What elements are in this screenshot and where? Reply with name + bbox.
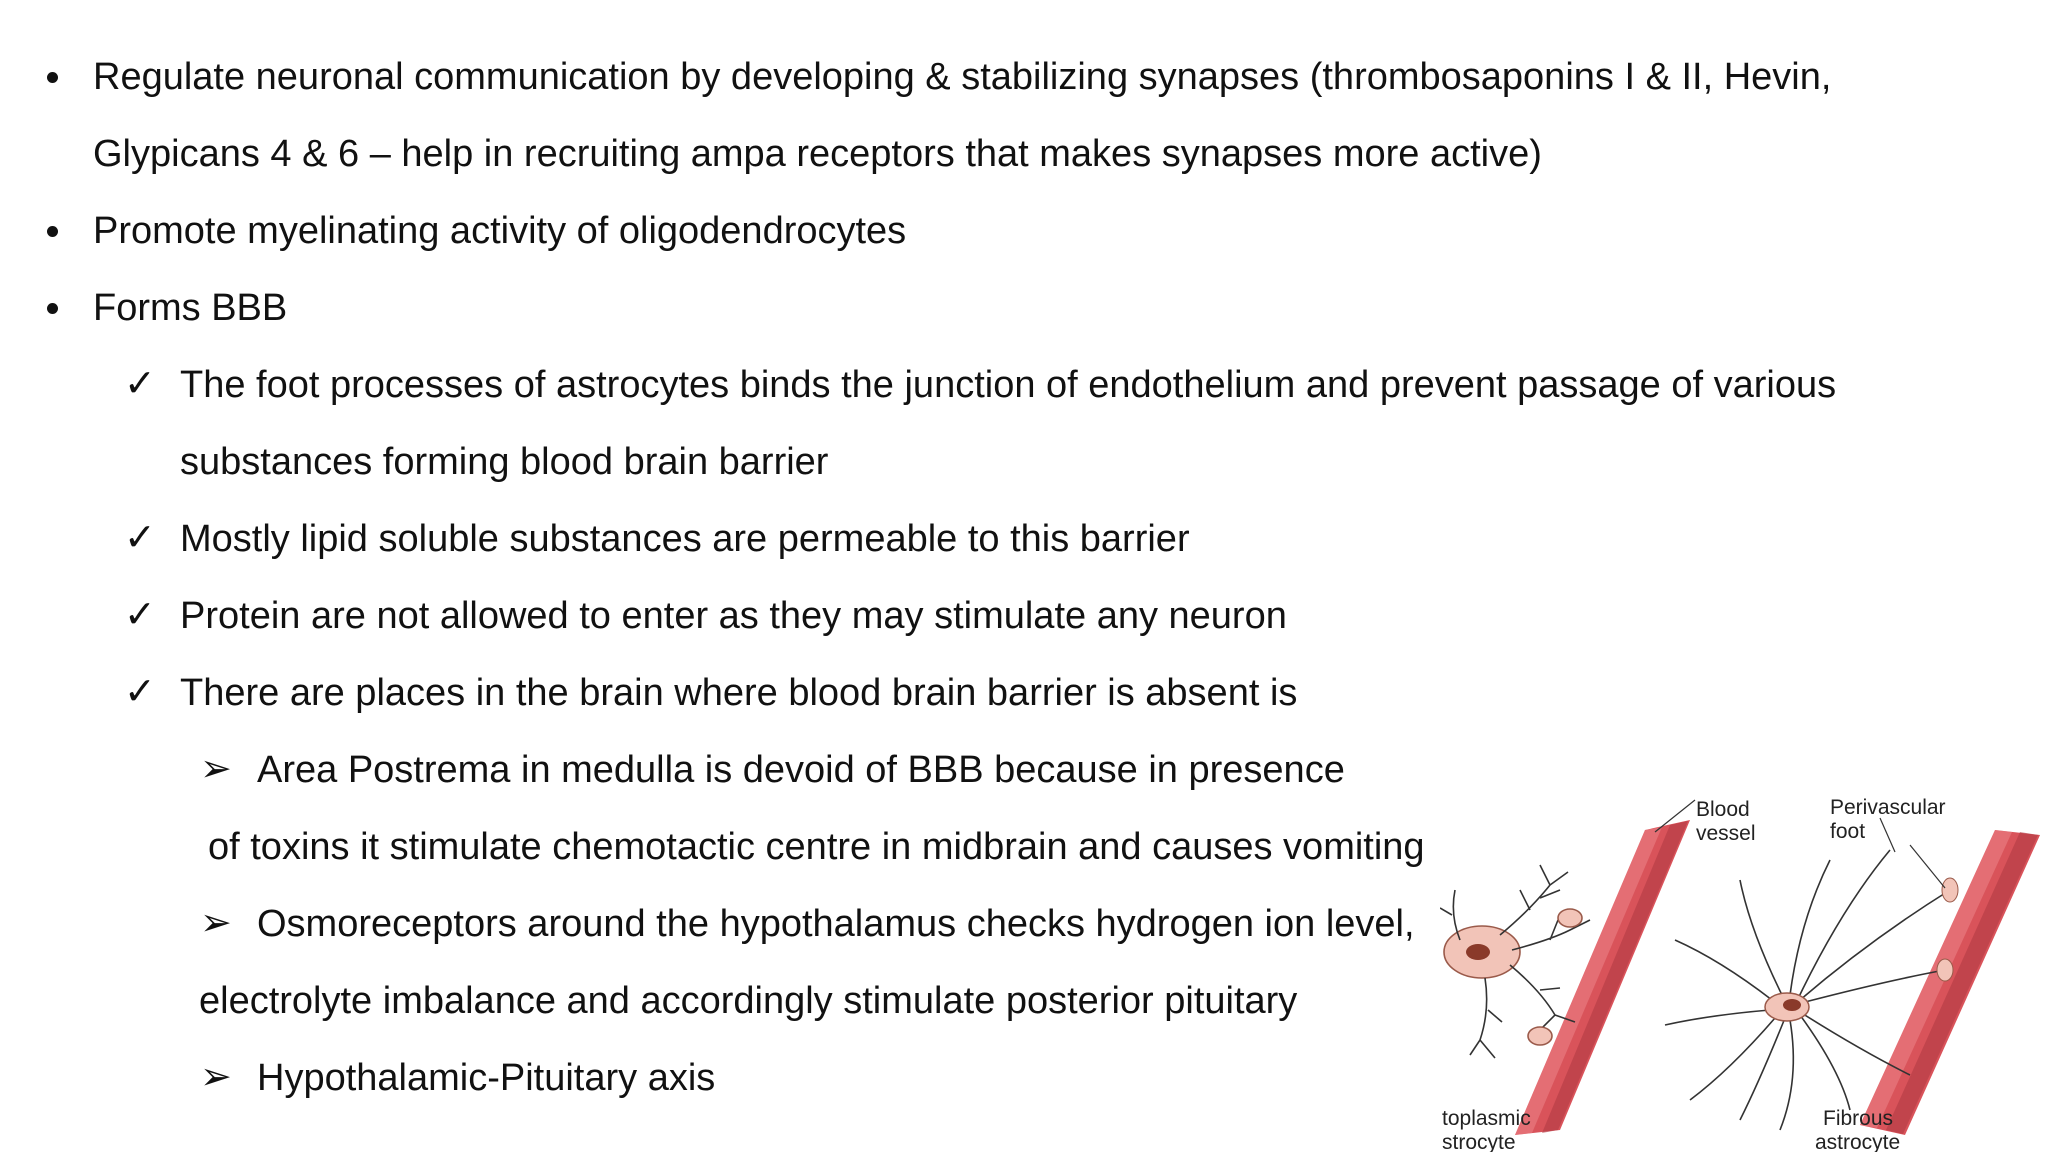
bullet-text: Regulate neuronal communication by developing & stabilizing synapses (thrombosaponins I & II, Hevin, bbox=[93, 56, 1832, 98]
label-protoplasmic: toplasmic bbox=[1442, 1107, 1531, 1130]
check-icon: ✓ bbox=[124, 517, 156, 559]
arrow-bullet-icon: ➢ bbox=[200, 902, 232, 944]
bullet-dot bbox=[47, 303, 58, 314]
arrow-item-text-continued: of toxins it stimulate chemotactic centre in midbrain and causes vomiting bbox=[208, 826, 1425, 868]
bullet-text: Promote myelinating activity of oligodendrocytes bbox=[93, 210, 907, 252]
label-foot: foot bbox=[1830, 820, 1866, 843]
arrow-item-text: Area Postrema in medulla is devoid of BBB because in presence bbox=[257, 749, 1345, 791]
label-vessel: vessel bbox=[1696, 822, 1756, 845]
check-icon: ✓ bbox=[124, 671, 156, 713]
label-blood: Blood bbox=[1696, 798, 1750, 821]
check-icon: ✓ bbox=[124, 594, 156, 636]
check-icon: ✓ bbox=[124, 363, 156, 405]
bullet-dot bbox=[47, 226, 58, 237]
arrow-bullet-icon: ➢ bbox=[200, 748, 232, 790]
arrow-bullet-icon: ➢ bbox=[200, 1056, 232, 1098]
arrow-item-text: Hypothalamic-Pituitary axis bbox=[257, 1057, 716, 1099]
arrow-item-text-continued: electrolyte imbalance and accordingly stimulate posterior pituitary bbox=[199, 980, 1298, 1022]
check-item-text: Protein are not allowed to enter as they may stimulate any neuron bbox=[180, 595, 1287, 637]
label-astrocyte-left: strocyte bbox=[1442, 1131, 1516, 1152]
bullet-text-continued: Glypicans 4 & 6 – help in recruiting ampa receptors that makes synapses more active) bbox=[93, 133, 1542, 175]
arrow-item-text: Osmoreceptors around the hypothalamus checks hydrogen ion level, bbox=[257, 903, 1415, 945]
check-item-text-continued: substances forming blood brain barrier bbox=[180, 441, 829, 483]
astrocyte-illustration bbox=[1440, 790, 2048, 1152]
label-perivascular: Perivascular bbox=[1830, 796, 1946, 819]
label-astrocyte-right: astrocyte bbox=[1815, 1131, 1901, 1152]
bullet-text: Forms BBB bbox=[93, 287, 288, 329]
check-item-text: Mostly lipid soluble substances are permeable to this barrier bbox=[180, 518, 1190, 560]
check-item-text: The foot processes of astrocytes binds the junction of endothelium and prevent passage of various bbox=[180, 364, 1837, 406]
astrocyte-figure bbox=[1440, 790, 2048, 1152]
label-fibrous: Fibrous bbox=[1823, 1107, 1894, 1130]
check-item-text: There are places in the brain where blood brain barrier is absent is bbox=[180, 672, 1298, 714]
bullet-dot bbox=[47, 72, 58, 83]
